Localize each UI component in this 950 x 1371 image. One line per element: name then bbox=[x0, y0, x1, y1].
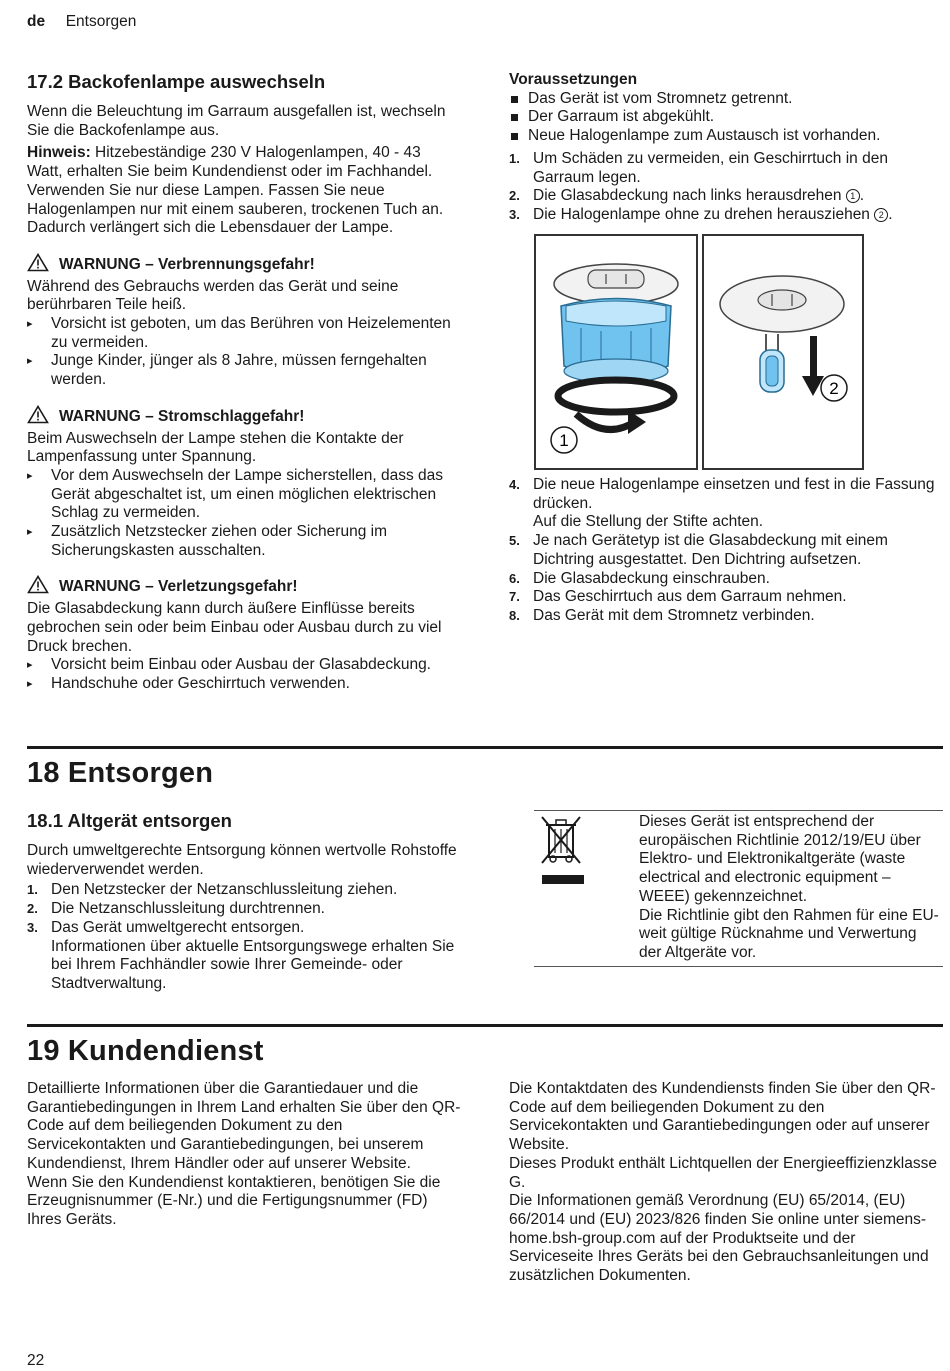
warning-triangle-icon bbox=[27, 253, 49, 278]
step-text: Die neue Halogenlampe einsetzen und fest in die Fassung drücken. bbox=[533, 476, 935, 512]
step-text: Je nach Gerätetyp ist die Glasabdeckung mit einem Dichtring ausgestattet. Den Dichtring aufsetzen. bbox=[533, 532, 888, 568]
section-17-2 bbox=[27, 71, 457, 694]
list-item: ▸ Vor dem Auswechseln der Lampe sicherstellen, dass das Gerät abgeschaltet ist, um einen möglichen elektrischen Schlag zu vermeiden. bbox=[27, 467, 457, 523]
steps-list-b bbox=[509, 476, 943, 626]
prerequisites-title: Voraussetzungen bbox=[509, 71, 638, 88]
service-paragraph: Die Informationen gemäß Verordnung (EU) 65/2014, (EU) 66/2014 und (EU) 2023/826 finden Sie online unter siemens-home.bsh-group.com auf der Produktseite und der Serviceseite Ihres Geräts bei den Gebrauchsanleitungen und zusätzlichen Dokumenten. bbox=[509, 1192, 929, 1285]
step-item: 2. Die Glasabdeckung nach links herausdrehen 1 . bbox=[509, 187, 865, 205]
step-text: Das Geschirrtuch aus dem Garraum nehmen. bbox=[533, 588, 847, 606]
warning-title bbox=[27, 405, 457, 430]
prerequisites-block bbox=[509, 71, 943, 225]
service-paragraph: Detaillierte Informationen über die Garantiedauer und die Garantiebedingungen in Ihrem Land erhalten Sie über den QR-Code auf dem beiliegenden Dokument zu den Servicekontakten und Garantiebedingungen, bei unserem Kundendienst, Ihrem Händler oder auf unserer Website. bbox=[27, 1080, 461, 1172]
step-item: 3. Die Halogenlampe ohne zu drehen herausziehen 2 . bbox=[509, 205, 893, 223]
warning-list bbox=[27, 467, 457, 561]
chapter-title-18: 18 Entsorgen bbox=[27, 757, 214, 789]
step-number: 3. bbox=[27, 919, 38, 935]
step-item bbox=[509, 150, 943, 187]
weee-paragraph: Dieses Gerät ist entsprechend der europäischen Richtlinie 2012/19/EU über Elektro- und Elektronikaltgeräte (waste electrical and electronic equipment – WEEE) gekennzeichnet. bbox=[639, 813, 921, 905]
header-chapter: Entsorgen bbox=[65, 13, 137, 30]
list-item: ▸ Handschuhe oder Geschirrtuch verwenden. bbox=[27, 675, 457, 694]
crossed-bin-icon bbox=[538, 813, 586, 889]
warning-text: Die Glasabdeckung kann durch äußere Einflüsse bereits gebrochen sein oder beim Einbau oder Ausbau durch zu viel Druck brechen. bbox=[27, 600, 442, 655]
list-item: ▸ Zusätzlich Netzstecker ziehen oder Sicherung im Sicherungskasten ausschalten. bbox=[27, 523, 457, 560]
step-number: 3. bbox=[509, 206, 520, 222]
warning-triangle-icon bbox=[27, 405, 49, 430]
service-paragraph: Dieses Produkt enthält Lichtquellen der Energieeffizienzklasse G. bbox=[509, 1154, 937, 1191]
weee-text bbox=[639, 813, 939, 963]
step-number: 2. bbox=[509, 188, 520, 204]
step-text: Den Netzstecker der Netzanschlussleitung ziehen. bbox=[51, 881, 398, 899]
warning-text: Beim Auswechseln der Lampe stehen die Kontakte der Lampenfassung unter Spannung. bbox=[27, 429, 404, 466]
list-item: ▸ Vorsicht beim Einbau oder Ausbau der Glasabdeckung. bbox=[27, 656, 457, 675]
step-subtext: Auf die Stellung der Stifte achten. bbox=[533, 513, 764, 531]
step-text: Die Glasabdeckung nach links herausdrehen bbox=[533, 187, 842, 205]
step-item bbox=[27, 881, 459, 900]
warning-triangle-icon bbox=[27, 575, 49, 600]
weee-info-box bbox=[534, 810, 943, 967]
chapter-rule bbox=[27, 1024, 943, 1027]
warning-text: Während des Gebrauchs werden das Gerät und seine berührbaren Teile heiß. bbox=[27, 277, 399, 314]
service-paragraph: Wenn Sie den Kundendienst kontaktieren, benötigen Sie die Erzeugnisnummer (E-Nr.) und die Fertigungsnummer (FD) Ihres Geräts. bbox=[27, 1173, 441, 1228]
lamp-cover-illustration bbox=[536, 236, 696, 468]
warning-list bbox=[27, 656, 457, 693]
chapter-title-19: 19 Kundendienst bbox=[27, 1035, 264, 1067]
step-number: 1. bbox=[509, 150, 520, 166]
warning-title-text: WARNUNG – Verbrennungsgefahr! bbox=[59, 255, 315, 273]
step-subtext: Informationen über aktuelle Entsorgungswege erhalten Sie bei Ihrem Fachhändler sowie Ihrer Gemeinde- oder Stadtverwaltung. bbox=[51, 937, 455, 992]
step-number: 4. bbox=[509, 477, 520, 492]
list-item: ▸ Junge Kinder, jünger als 8 Jahre, müssen ferngehalten werden. bbox=[27, 352, 457, 389]
step-item bbox=[27, 919, 459, 994]
halogen-lamp-illustration bbox=[704, 236, 862, 468]
warning-burn bbox=[27, 253, 457, 390]
step-item bbox=[509, 476, 943, 532]
figure-label: 1 bbox=[559, 431, 569, 450]
warning-title bbox=[27, 253, 457, 278]
weee-paragraph-2: Die Richtlinie gibt den Rahmen für eine EU-weit gültige Rücknahme und Verwertung der Altgeräte vor. bbox=[639, 906, 939, 961]
section-title: 18.1 Altgerät entsorgen bbox=[27, 810, 232, 831]
warning-list bbox=[27, 315, 457, 390]
step-number: 6. bbox=[509, 570, 520, 586]
steps-block-b bbox=[509, 476, 943, 626]
warning-electric bbox=[27, 405, 457, 561]
disposal-steps bbox=[27, 881, 459, 993]
figure-pull-lamp bbox=[702, 234, 864, 470]
step-number: 7. bbox=[509, 589, 520, 605]
step-marker: 1 bbox=[846, 189, 860, 203]
step-number: 8. bbox=[509, 607, 520, 623]
section-title: 17.2 Backofenlampe auswechseln bbox=[27, 71, 326, 92]
service-left-column bbox=[27, 1080, 461, 1230]
figure-label: 2 bbox=[829, 379, 839, 398]
step-item bbox=[509, 588, 943, 607]
service-paragraph: Die Kontaktdaten des Kundendiensts finden Sie über den QR-Code auf dem beiliegenden Dokument zu den Servicekontakten und Garantiebedingungen oder auf unserer Website. bbox=[509, 1080, 936, 1154]
step-item bbox=[509, 532, 943, 569]
page-header bbox=[27, 13, 136, 32]
step-text: Das Gerät mit dem Stromnetz verbinden. bbox=[533, 606, 815, 624]
step-number: 5. bbox=[509, 533, 520, 549]
page-number: 22 bbox=[27, 1352, 45, 1369]
step-text: Die Halogenlampe ohne zu drehen herausziehen bbox=[533, 205, 870, 223]
service-right-column bbox=[509, 1080, 943, 1286]
list-item: ▸ Vorsicht ist geboten, um das Berühren von Heizelementen zu vermeiden. bbox=[27, 315, 457, 352]
figure-unscrew-cover bbox=[534, 234, 698, 470]
step-number: 1. bbox=[27, 882, 38, 898]
list-item: Neue Halogenlampe zum Austausch ist vorhanden. bbox=[509, 127, 943, 146]
warning-title bbox=[27, 575, 457, 600]
list-item: Der Garraum ist abgekühlt. bbox=[509, 108, 943, 127]
note-paragraph bbox=[27, 144, 457, 238]
warning-injury bbox=[27, 575, 457, 693]
step-text: Die Glasabdeckung einschrauben. bbox=[533, 569, 770, 587]
note-text: Hitzebeständige 230 V Halogenlampen, 40 - 43 Watt, erhalten Sie beim Kundendienst oder im Fachhandel. Verwenden Sie nur diese Lampen. Fassen Sie neue Halogenlampen nur mit einem sauberen, trockenen Tuch an. Dadurch verlängert sich die Lebensdauer der Lampe. bbox=[27, 144, 444, 237]
header-language: de bbox=[27, 13, 46, 30]
chapter-rule bbox=[27, 746, 943, 749]
prerequisites-list bbox=[509, 90, 943, 146]
section-18-1 bbox=[27, 810, 459, 994]
step-text: Um Schäden zu vermeiden, ein Geschirrtuch in den Garraum legen. bbox=[533, 149, 888, 186]
warning-title-text: WARNUNG – Stromschlaggefahr! bbox=[59, 407, 305, 425]
step-text: Das Gerät umweltgerecht entsorgen. bbox=[51, 918, 305, 936]
list-item: Das Gerät ist vom Stromnetz getrennt. bbox=[509, 90, 943, 109]
step-item bbox=[27, 900, 459, 919]
step-item bbox=[509, 607, 943, 626]
section-intro: Durch umweltgerechte Entsorgung können wertvolle Rohstoffe wiederverwendet werden. bbox=[27, 842, 457, 878]
steps-list-a bbox=[509, 150, 943, 225]
note-label: Hinweis: bbox=[27, 144, 91, 162]
warning-title-text: WARNUNG – Verletzungsgefahr! bbox=[59, 578, 298, 596]
step-text: Die Netzanschlussleitung durchtrennen. bbox=[51, 900, 325, 918]
step-marker: 2 bbox=[874, 208, 888, 222]
step-number: 2. bbox=[27, 901, 38, 917]
section-intro: Wenn die Beleuchtung im Garraum ausgefallen ist, wechseln Sie die Backofenlampe aus. bbox=[27, 103, 446, 139]
step-item bbox=[509, 570, 943, 589]
